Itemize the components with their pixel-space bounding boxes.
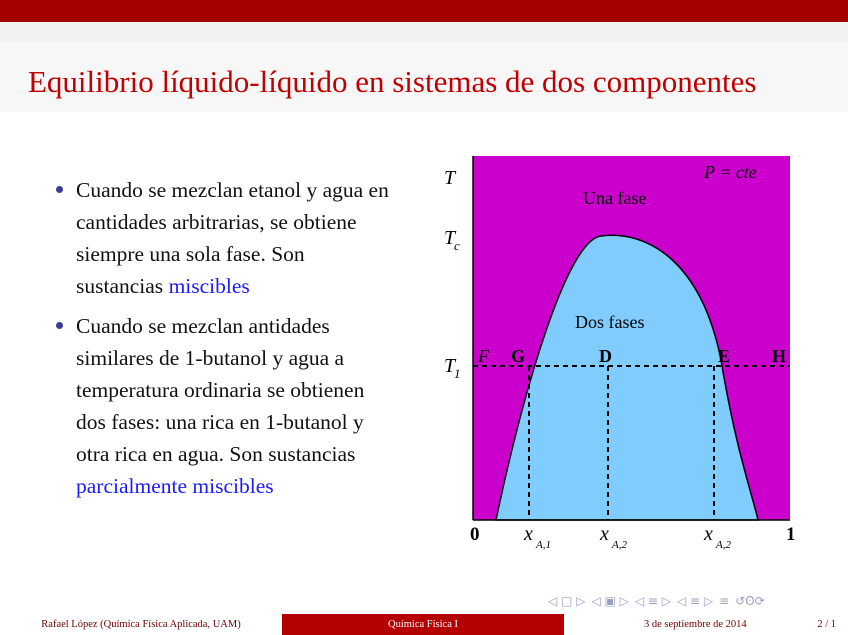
- x-label-xa2-sub: A,2: [612, 539, 627, 551]
- bullet-icon: [56, 322, 63, 329]
- x-label-xa1-sub: A,1: [536, 539, 551, 551]
- footer: [0, 614, 848, 635]
- nav-prev-section-icon[interactable]: ◁ ≡ ▷: [634, 594, 672, 608]
- y-label-t: T: [444, 167, 456, 189]
- x-label-xa3: x: [704, 523, 713, 545]
- one-phase-label: Una fase: [583, 188, 647, 208]
- x-label-xa2: x: [600, 523, 609, 545]
- footer-page-number: 2 / 1: [817, 619, 836, 630]
- y-label-tc-sub: c: [454, 238, 460, 253]
- pressure-label: P = cte: [704, 162, 757, 182]
- bullet-item: [54, 174, 394, 302]
- bullet-item: [54, 310, 394, 502]
- bullet-text: Cuando se mezclan etanol y agua en cantidades arbitrarias, se obtiene siempre una sola fase. Son sustancias: [76, 178, 389, 298]
- x-label-xa1: x: [524, 523, 533, 545]
- bullet-highlight: parcialmente miscibles: [76, 474, 274, 498]
- two-phase-label: Dos fases: [575, 312, 645, 332]
- footer-date: 3 de septiembre de 2014: [644, 619, 747, 630]
- header-strip: [0, 22, 848, 42]
- point-e: E: [718, 346, 731, 366]
- slide-title: Equilibrio líquido-líquido en sistemas de dos componentes: [28, 64, 757, 99]
- nav-search-icon[interactable]: ↺ʘ⟳: [735, 594, 765, 608]
- bullet-highlight: miscibles: [168, 274, 250, 298]
- x-label-zero: 0: [470, 524, 480, 545]
- y-label-t1: T: [444, 355, 456, 377]
- bullet-list: [54, 174, 394, 510]
- phase-diagram: [436, 150, 816, 575]
- nav-align-icon[interactable]: ≡: [719, 594, 730, 608]
- nav-first-icon[interactable]: ◁ □ ▷: [548, 594, 586, 608]
- footer-course: Química Física I: [282, 614, 564, 635]
- header-bar: [0, 0, 848, 22]
- y-label-t1-sub: 1: [454, 366, 461, 381]
- x-label-xa3-sub: A,2: [716, 539, 731, 551]
- point-g: G: [511, 346, 526, 366]
- bullet-text: Cuando se mezclan antidades similares de 1-butanol y agua a temperatura ordinaria se obtienen dos fases: una rica en 1-butanol y otra rica en agua. Son sustancias: [76, 314, 365, 466]
- nav-next-section-icon[interactable]: ◁ ≡ ▷: [677, 594, 714, 608]
- x-label-one: 1: [786, 524, 796, 545]
- point-d: D: [599, 346, 612, 366]
- bullet-icon: [56, 186, 63, 193]
- y-label-tc: T: [444, 227, 456, 249]
- nav-prev-frame-icon[interactable]: ◁ ▣ ▷: [591, 594, 629, 608]
- beamer-navigation: [548, 593, 765, 609]
- footer-author: Rafael López (Química Física Aplicada, UAM): [0, 614, 282, 635]
- point-f: F: [478, 346, 489, 366]
- footer-right: [564, 614, 848, 635]
- point-h: H: [772, 346, 787, 366]
